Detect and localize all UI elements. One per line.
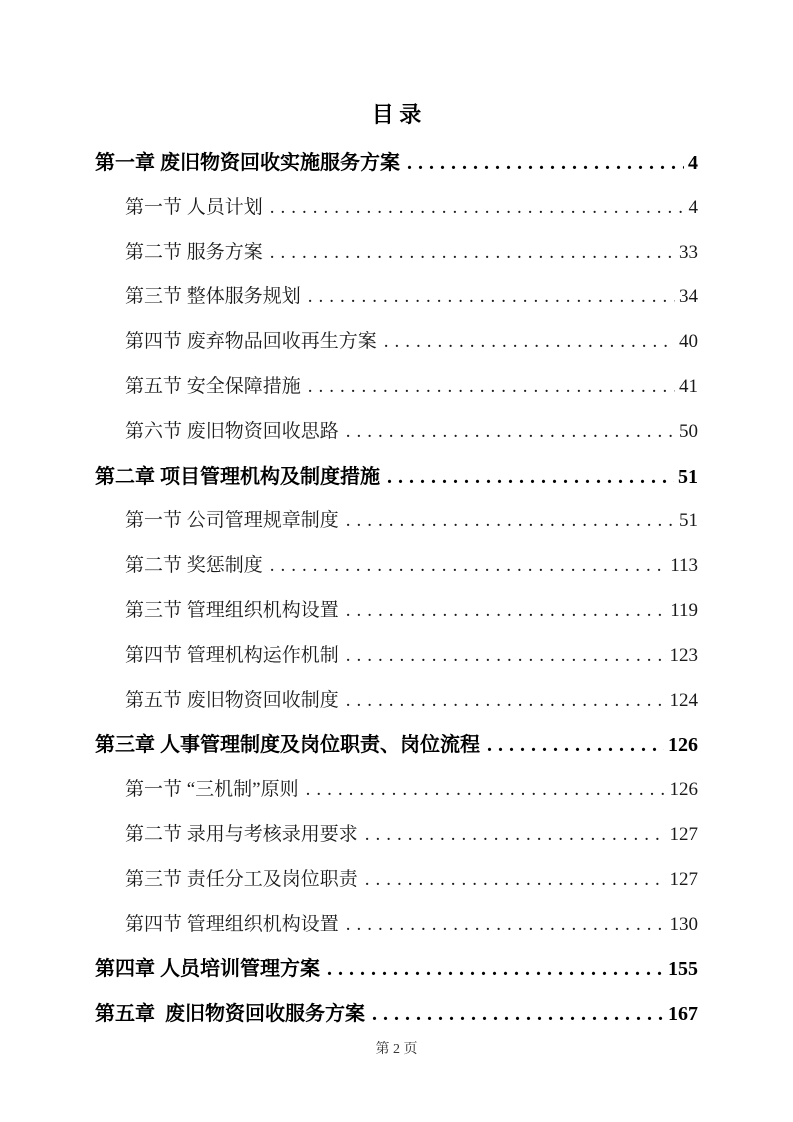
toc-entry-page: 4 [688, 152, 698, 174]
toc-entry[interactable] [95, 231, 698, 276]
toc-entry-title: 第一节 公司管理规章制度 [125, 510, 339, 532]
toc-entry-page: 130 [669, 913, 698, 935]
toc-entry-page: 40 [679, 331, 698, 353]
toc-leader-dots [365, 813, 666, 858]
toc-entry-title: 第四节 管理机构运作机制 [125, 644, 339, 666]
toc-entry-page: 167 [668, 1003, 698, 1026]
toc-leader-dots [365, 858, 666, 903]
toc-entry[interactable] [95, 679, 698, 724]
toc-entry[interactable] [95, 589, 698, 634]
toc-entry[interactable] [95, 858, 698, 903]
toc-leader-dots [387, 455, 674, 500]
toc-entry-page: 119 [670, 599, 698, 621]
toc-entry-title: 第一节 人员计划 [125, 196, 263, 218]
toc-leader-dots [270, 186, 685, 231]
toc-entry-title: 第六节 废旧物资回收思路 [125, 420, 339, 442]
toc-entry[interactable] [95, 141, 698, 186]
table-of-contents [95, 141, 698, 1037]
toc-entry-title: 第二节 奖惩制度 [125, 555, 263, 577]
toc-leader-dots [346, 410, 675, 455]
toc-entry[interactable] [95, 992, 698, 1037]
toc-entry-page: 124 [669, 689, 698, 711]
toc-entry-title: 第三节 管理组织机构设置 [125, 599, 339, 621]
toc-leader-dots [407, 141, 684, 186]
toc-leader-dots [346, 589, 666, 634]
toc-entry[interactable] [95, 410, 698, 455]
toc-entry-title: 第二章 项目管理机构及制度措施 [95, 465, 380, 488]
toc-entry-title: 第三节 整体服务规划 [125, 286, 301, 308]
toc-leader-dots [308, 365, 675, 410]
toc-leader-dots [306, 768, 666, 813]
toc-entry[interactable] [95, 499, 698, 544]
toc-entry-title: 第四节 管理组织机构设置 [125, 913, 339, 935]
toc-leader-dots [346, 634, 666, 679]
toc-entry-title: 第三节 责任分工及岗位职责 [125, 868, 358, 890]
toc-entry[interactable] [95, 186, 698, 231]
toc-entry-title: 第五章 废旧物资回收服务方案 [95, 1003, 365, 1026]
toc-leader-dots [346, 903, 666, 948]
toc-entry-page: 4 [688, 196, 698, 218]
toc-leader-dots [270, 544, 666, 589]
toc-entry-page: 123 [669, 644, 698, 666]
toc-leader-dots [270, 231, 675, 276]
toc-leader-dots [346, 679, 666, 724]
toc-entry[interactable] [95, 903, 698, 948]
toc-leader-dots [487, 723, 664, 768]
toc-leader-dots [372, 992, 664, 1037]
toc-entry-page: 127 [669, 868, 698, 890]
toc-entry-page: 51 [679, 510, 698, 532]
toc-entry-title: 第五节 安全保障措施 [125, 375, 301, 397]
toc-entry[interactable] [95, 947, 698, 992]
toc-leader-dots [327, 947, 664, 992]
toc-entry-title: 第三章 人事管理制度及岗位职责、岗位流程 [95, 734, 480, 757]
toc-entry[interactable] [95, 365, 698, 410]
toc-entry-page: 41 [679, 375, 698, 397]
toc-entry-title: 第四节 废弃物品回收再生方案 [125, 331, 377, 353]
toc-entry-page: 33 [679, 241, 698, 263]
toc-leader-dots [308, 275, 675, 320]
toc-entry-page: 113 [670, 555, 698, 577]
toc-entry-title: 第一章 废旧物资回收实施服务方案 [95, 152, 400, 174]
toc-entry[interactable] [95, 634, 698, 679]
page-title: 目 录 [371, 102, 422, 127]
toc-entry-title: 第二节 录用与考核录用要求 [125, 823, 358, 845]
toc-entry[interactable] [95, 723, 698, 768]
toc-entry-title: 第四章 人员培训管理方案 [95, 958, 320, 981]
toc-entry-title: 第五节 废旧物资回收制度 [125, 689, 339, 711]
toc-entry-page: 50 [679, 420, 698, 442]
page-number-footer: 第 2 页 [375, 1042, 418, 1057]
toc-entry-page: 126 [669, 779, 698, 801]
toc-entry-title: 第二节 服务方案 [125, 241, 263, 263]
toc-entry[interactable] [95, 275, 698, 320]
toc-entry[interactable] [95, 813, 698, 858]
toc-entry-page: 155 [668, 958, 698, 981]
toc-entry[interactable] [95, 320, 698, 365]
toc-entry[interactable] [95, 455, 698, 500]
toc-entry-page: 34 [679, 286, 698, 308]
toc-entry-page: 127 [669, 823, 698, 845]
toc-entry-page: 51 [678, 465, 698, 488]
toc-entry-title: 第一节 “三机制”原则 [125, 779, 299, 801]
toc-entry[interactable] [95, 768, 698, 813]
toc-entry[interactable] [95, 544, 698, 589]
toc-leader-dots [384, 320, 675, 365]
toc-leader-dots [346, 499, 675, 544]
toc-entry-page: 126 [668, 734, 698, 757]
